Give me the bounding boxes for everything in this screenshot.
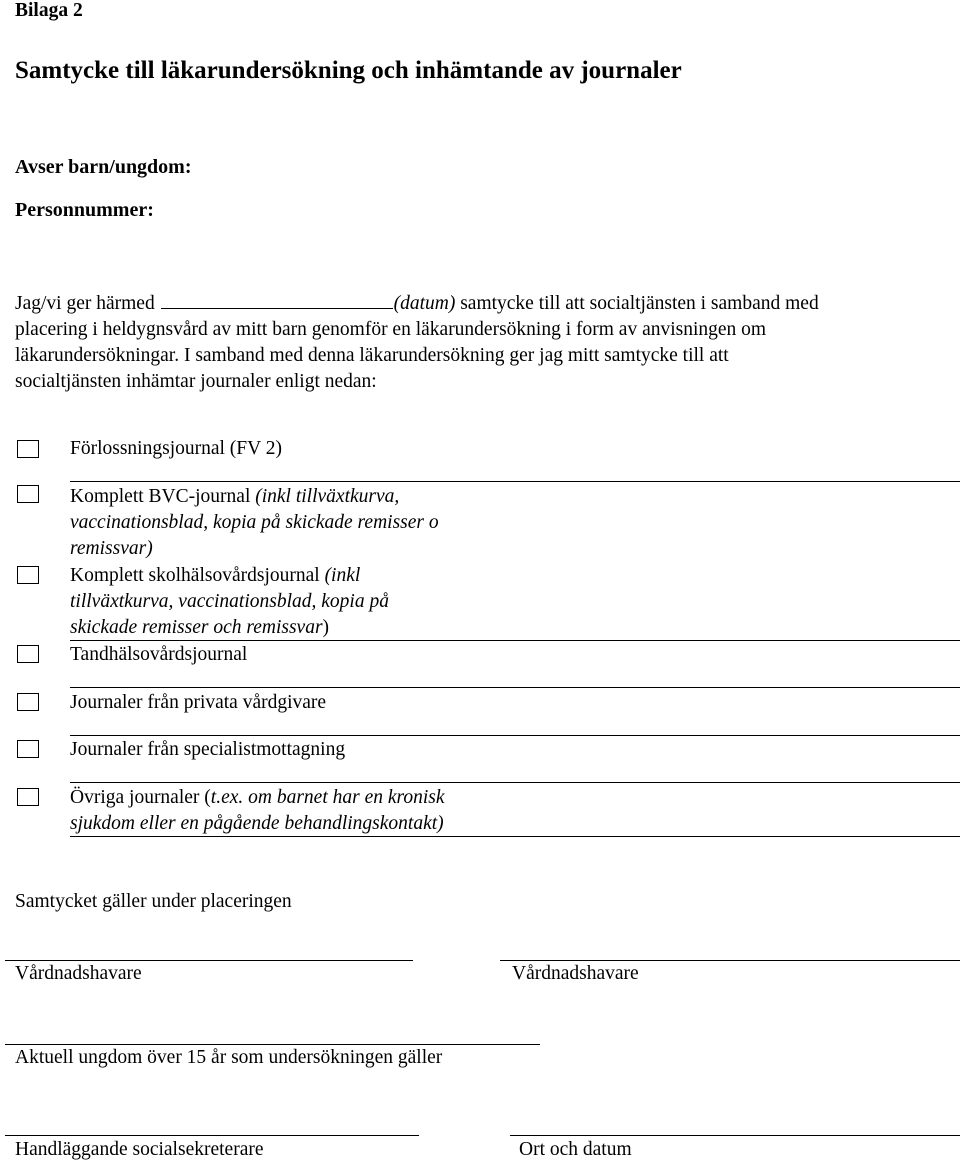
item-privata-vardgivare: Journaler från privata vårdgivare [70,692,327,713]
intro-line-4: socialtjänsten inhämtar journaler enligt nedan: [15,371,377,392]
row-divider [70,836,960,837]
checkbox-bvc-journal[interactable] [17,485,39,503]
skol-text-3a: skickade remisser och remissvar [70,617,323,638]
skol-text-3b: ) [322,617,330,638]
intro-line-1 [15,292,819,315]
ovriga-text-b: t.ex. om barnet har en kronisk [210,787,445,808]
item-specialistmottagning: Journaler från specialistmottagning [70,739,346,760]
datum-label: (datum) [393,293,456,314]
intro-post-text: samtycke till att socialtjänsten i samband med [455,293,819,314]
bvc-text-b: (inkl tillväxtkurva, [255,486,400,507]
handlaggare-label: Handläggande socialsekreterare [15,1139,264,1160]
datum-field[interactable] [161,292,393,309]
checkbox-specialistmottagning[interactable] [17,740,39,758]
checkbox-tandhalsovardsjournal[interactable] [17,645,39,663]
skol-text-a: Komplett skolhälsovårdsjournal [70,565,325,586]
row-divider [70,735,960,736]
item-bvc-journal [70,484,439,562]
row-divider [70,640,960,641]
ort-datum-label: Ort och datum [519,1139,632,1160]
row-divider [70,782,960,783]
signature-line-vardnadshavare-2[interactable] [500,960,960,961]
avser-label: Avser barn/ungdom: [15,156,192,178]
samtycket-text: Samtycket gäller under placeringen [15,891,292,912]
item-forlossningsjournal: Förlossningsjournal (FV 2) [70,438,282,459]
personnummer-label: Personnummer: [15,199,154,221]
bvc-text-a: Komplett BVC-journal [70,486,256,507]
item-tandhalsovardsjournal: Tandhälsovårdsjournal [70,644,248,665]
item-ovriga-journaler [70,785,445,837]
intro-pre-text: Jag/vi ger härmed [15,293,155,314]
skol-text-b: (inkl [324,565,361,586]
checkbox-forlossningsjournal[interactable] [17,440,39,458]
checkbox-privata-vardgivare[interactable] [17,693,39,711]
intro-line-2: placering i heldygnsvård av mitt barn genomför en läkarundersökning i form av anvisningen om [15,319,767,340]
signature-line-ungdom[interactable] [5,1044,540,1045]
signature-line-handlaggare[interactable] [5,1135,419,1136]
signature-line-vardnadshavare-1[interactable] [5,960,413,961]
intro-line-3: läkarundersökningar. I samband med denna läkarundersökning ger jag mitt samtycke till att [15,345,729,366]
vardnadshavare-2-label: Vårdnadshavare [512,963,639,984]
skol-text-2: tillväxtkurva, vaccinationsblad, kopia på [70,591,389,612]
ovriga-text-a: Övriga journaler ( [70,787,211,808]
page-title: Samtycke till läkarundersökning och inhämtande av journaler [15,57,682,84]
checkbox-ovriga-journaler[interactable] [17,788,39,806]
bvc-text-3: remissvar) [70,538,153,559]
item-skolhalsovardsjournal [70,563,389,641]
ungdom-label: Aktuell ungdom över 15 år som undersökningen gäller [15,1047,443,1068]
vardnadshavare-1-label: Vårdnadshavare [15,963,142,984]
row-divider [70,481,960,482]
bilaga-label: Bilaga 2 [15,0,83,21]
row-divider [70,687,960,688]
ovriga-text-2: sjukdom eller en pågående behandlingskontakt) [70,813,444,834]
checkbox-skolhalsovardsjournal[interactable] [17,566,39,584]
bvc-text-2: vaccinationsblad, kopia på skickade remisser o [70,512,439,533]
signature-line-ort-datum[interactable] [510,1135,960,1136]
